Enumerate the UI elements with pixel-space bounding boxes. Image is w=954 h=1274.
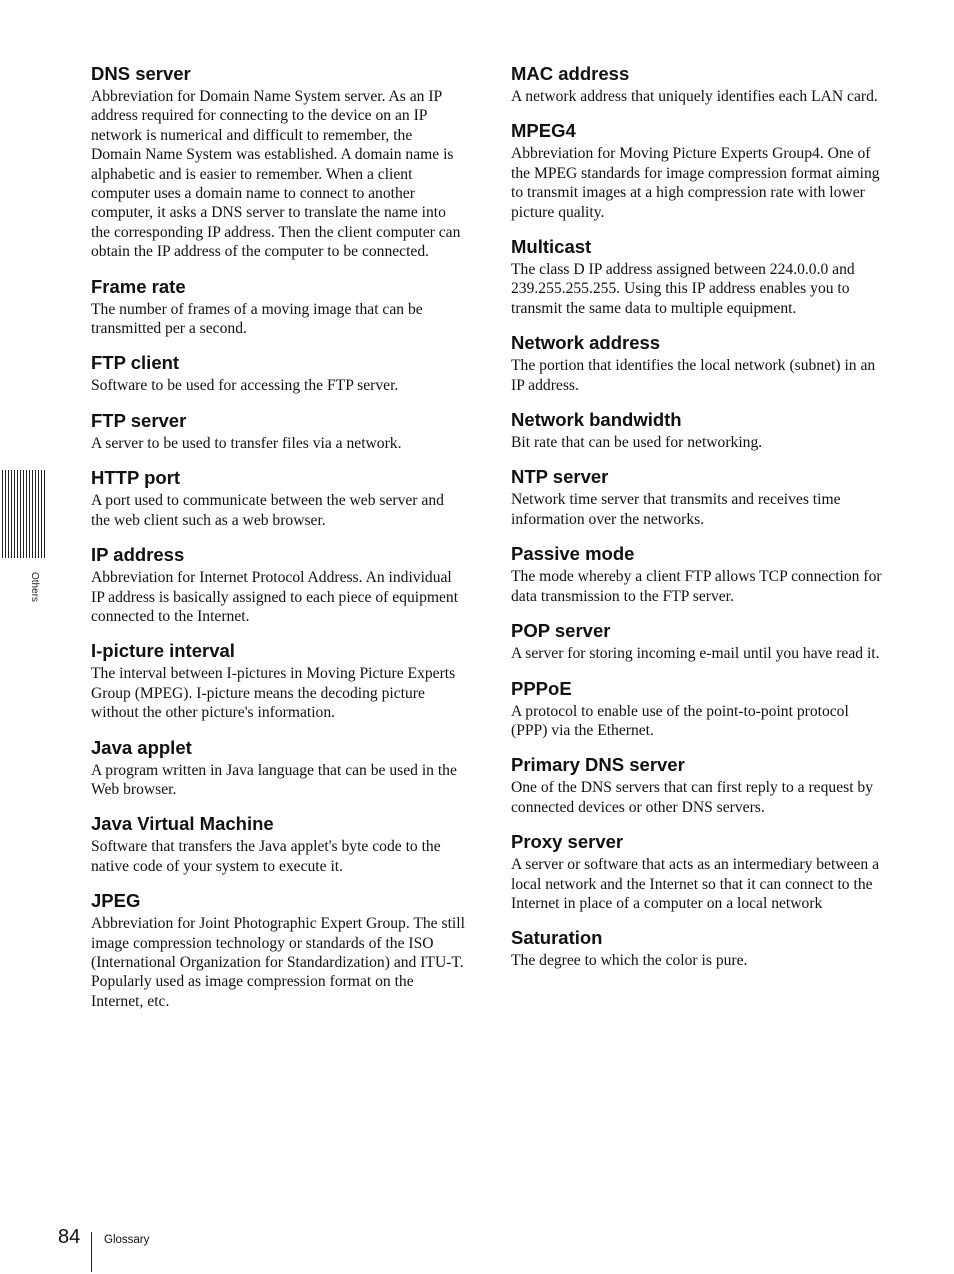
glossary-entry [91, 62, 466, 262]
page-number: 84 [58, 1226, 81, 1248]
glossary-entry [511, 753, 886, 817]
glossary-definition: The degree to which the color is pure. [511, 952, 748, 970]
glossary-definition: Network time server that transmits and receives time information over the networks. [511, 491, 841, 528]
glossary-definition: Software to be used for accessing the FTP server. [91, 377, 399, 395]
glossary-term: NTP server [511, 466, 609, 488]
glossary-definition: Bit rate that can be used for networking. [511, 434, 763, 452]
glossary-entry [91, 736, 466, 800]
glossary-term: DNS server [91, 63, 191, 84]
glossary-term: Java Virtual Machine [91, 813, 274, 835]
glossary-term: Java applet [91, 736, 192, 758]
glossary-term: Frame rate [91, 275, 186, 297]
glossary-term: MAC address [511, 63, 630, 84]
glossary-term: Saturation [511, 927, 603, 949]
glossary-term: FTP server [91, 409, 187, 431]
glossary-entry [91, 466, 466, 530]
glossary-definition: Abbreviation for Joint Photographic Expert Group. The still image compression technology or standards of the ISO (International Organization for Standardization) and ITU-T. Popularly used as image compression format on the Internet, etc. [91, 915, 465, 1010]
glossary-entry [511, 408, 886, 452]
glossary-definition: The portion that identifies the local network (subnet) in an IP address. [511, 357, 876, 394]
glossary-entry [511, 677, 886, 741]
glossary-term: Passive mode [511, 543, 635, 565]
glossary-definition: A protocol to enable use of the point-to-point protocol (PPP) via the Ethernet. [511, 702, 849, 739]
glossary-term: MPEG4 [511, 120, 576, 142]
glossary-entry [511, 926, 886, 970]
glossary-entry [511, 119, 886, 222]
glossary-definition: Abbreviation for Domain Name System server. As an IP address required for connecting to the device on an IP network is numerical and difficult to remember, the Domain Name System was established. A domain name is alphabetic and is easier to remember. When a client computer uses a domain name to connect to another computer, it asks a DNS server to translate the name into the corresponding IP address. Then the client computer can obtain the IP address of the computer to be connected. [91, 88, 461, 261]
glossary-term: Network bandwidth [511, 409, 682, 431]
glossary-entry [511, 542, 886, 606]
glossary-definition: A server to be used to transfer files via a network. [91, 434, 402, 452]
glossary-entry [511, 235, 886, 318]
glossary-definition: A server for storing incoming e-mail until you have read it. [511, 645, 880, 663]
glossary-definition: The class D IP address assigned between 224.0.0.0 and 239.255.255.255. Using this IP address enables you to transmit the same data to multiple equipment. [511, 261, 855, 317]
glossary-definition: A port used to communicate between the web server and the web client such as a web browser. [91, 492, 444, 529]
glossary-definition: A server or software that acts as an intermediary between a local network and the Internet so that it can connect to the Internet in place of a computer on a local network [511, 856, 880, 912]
glossary-right-column [511, 62, 886, 984]
glossary-definition: Abbreviation for Moving Picture Experts Group4. One of the MPEG standards for image compression format aiming to transmit images at a high compression rate with lower picture quality. [511, 145, 880, 221]
glossary-entry [91, 351, 466, 395]
glossary-definition: Software that transfers the Java applet's byte code to the native code of your system to execute it. [91, 838, 441, 875]
glossary-entry [511, 465, 886, 529]
glossary-entry [91, 543, 466, 626]
glossary-entry [511, 331, 886, 395]
glossary-term: POP server [511, 620, 611, 642]
glossary-term: Network address [511, 332, 661, 354]
glossary-term: Multicast [511, 236, 592, 258]
glossary-term: JPEG [91, 890, 141, 912]
glossary-definition: The mode whereby a client FTP allows TCP connection for data transmission to the FTP server. [511, 568, 882, 605]
glossary-entry [511, 830, 886, 913]
glossary-left-column [91, 62, 466, 1024]
glossary-definition: Abbreviation for Internet Protocol Address. An individual IP address is basically assigned to each piece of equipment connected to the Internet. [91, 569, 459, 625]
section-tab-label: Others [29, 572, 40, 603]
glossary-definition: A network address that uniquely identifies each LAN card. [511, 88, 878, 105]
footer-section-label: Glossary [104, 1234, 150, 1246]
glossary-term: PPPoE [511, 677, 572, 699]
glossary-entry [91, 812, 466, 876]
section-tab-marker [2, 470, 46, 558]
glossary-entry [511, 62, 886, 106]
glossary-definition: One of the DNS servers that can first reply to a request by connected devices or other DNS servers. [511, 779, 874, 816]
glossary-term: FTP client [91, 352, 180, 374]
glossary-entry [91, 409, 466, 453]
glossary-entry [511, 619, 886, 663]
glossary-term: Proxy server [511, 831, 624, 853]
glossary-term: Primary DNS server [511, 754, 685, 776]
footer-divider [91, 1232, 92, 1272]
glossary-definition: The interval between I-pictures in Moving Picture Experts Group (MPEG). I-picture means the decoding picture without the other picture's information. [91, 665, 456, 722]
glossary-term: HTTP port [91, 467, 181, 489]
glossary-definition: A program written in Java language that can be used in the Web browser. [91, 761, 457, 798]
glossary-entry [91, 889, 466, 1011]
glossary-entry [91, 639, 466, 722]
glossary-definition: The number of frames of a moving image that can be transmitted per a second. [91, 300, 423, 338]
glossary-entry [91, 275, 466, 339]
glossary-term: I-picture interval [91, 640, 235, 662]
glossary-term: IP address [91, 544, 185, 566]
